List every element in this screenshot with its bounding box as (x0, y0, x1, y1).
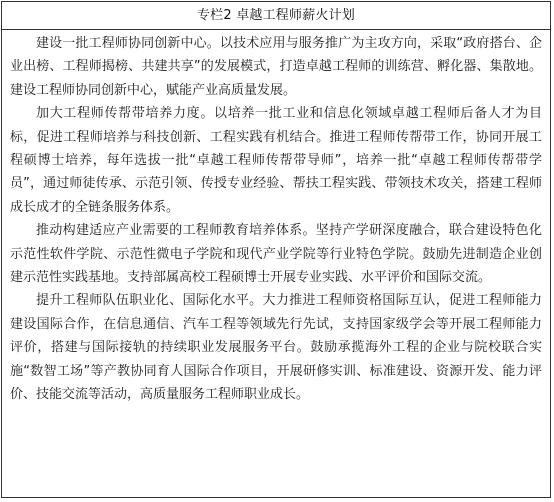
column-box (1, 1, 551, 498)
paragraph-internationalization: 提升工程师队伍职业化、国际化水平。大力推进工程师资格国际互认，促进工程师能力建设国际合作，在信息通信、汽车工程等领域先行先试，支持国家级学会等开展工程师能力评价，搭建与国际接轨的持续职业发展服务平台。鼓励承揽海外工程的企业与院校联合实施“数智工场”等产教协同育人国际合作项目，开展研修实训、标准建设、资源开发、能力评价、技能交流等活动，高质量服务工程师职业成长。 (10, 293, 542, 403)
column-content (2, 30, 550, 407)
column-title: 专栏2 卓越工程师薪火计划 (2, 2, 550, 30)
paragraph-education-system: 推动构建适应产业需要的工程师教育培养体系。坚持产学研深度融合，联合建设特色化示范性软件学院、示范性微电子学院和现代产业学院等行业特色学院。鼓励先进制造企业创建示范性实践基地。支持部属高校工程硕博士开展专业实践、水平评价和国际交流。 (10, 223, 542, 286)
paragraph-innovation-centers: 建设一批工程师协同创新中心。以技术应用与服务推广为主攻方向，采取“政府搭台、企业出榜、工程师揭榜、共建共享”的发展模式，打造卓越工程师的训练营、孵化器、集散地。建设工程师协同创新中心，赋能产业高质量发展。 (10, 36, 542, 98)
paragraph-mentorship: 加大工程师传帮带培养力度。以培养一批工业和信息化领域卓越工程师后备人才为目标，促进工程师培养与科技创新、工程实践有机结合。推进工程师传帮带工作，协同开展工程硕博士培养，每年选拔一批“卓越工程师传帮带导师”，培养一批“卓越工程师传帮带学员”，通过师徒传承、示范引领、传授专业经验、帮扶工程实践、带领技术攻关，搭建工程师成长成才的全链条服务体系。 (10, 106, 542, 215)
